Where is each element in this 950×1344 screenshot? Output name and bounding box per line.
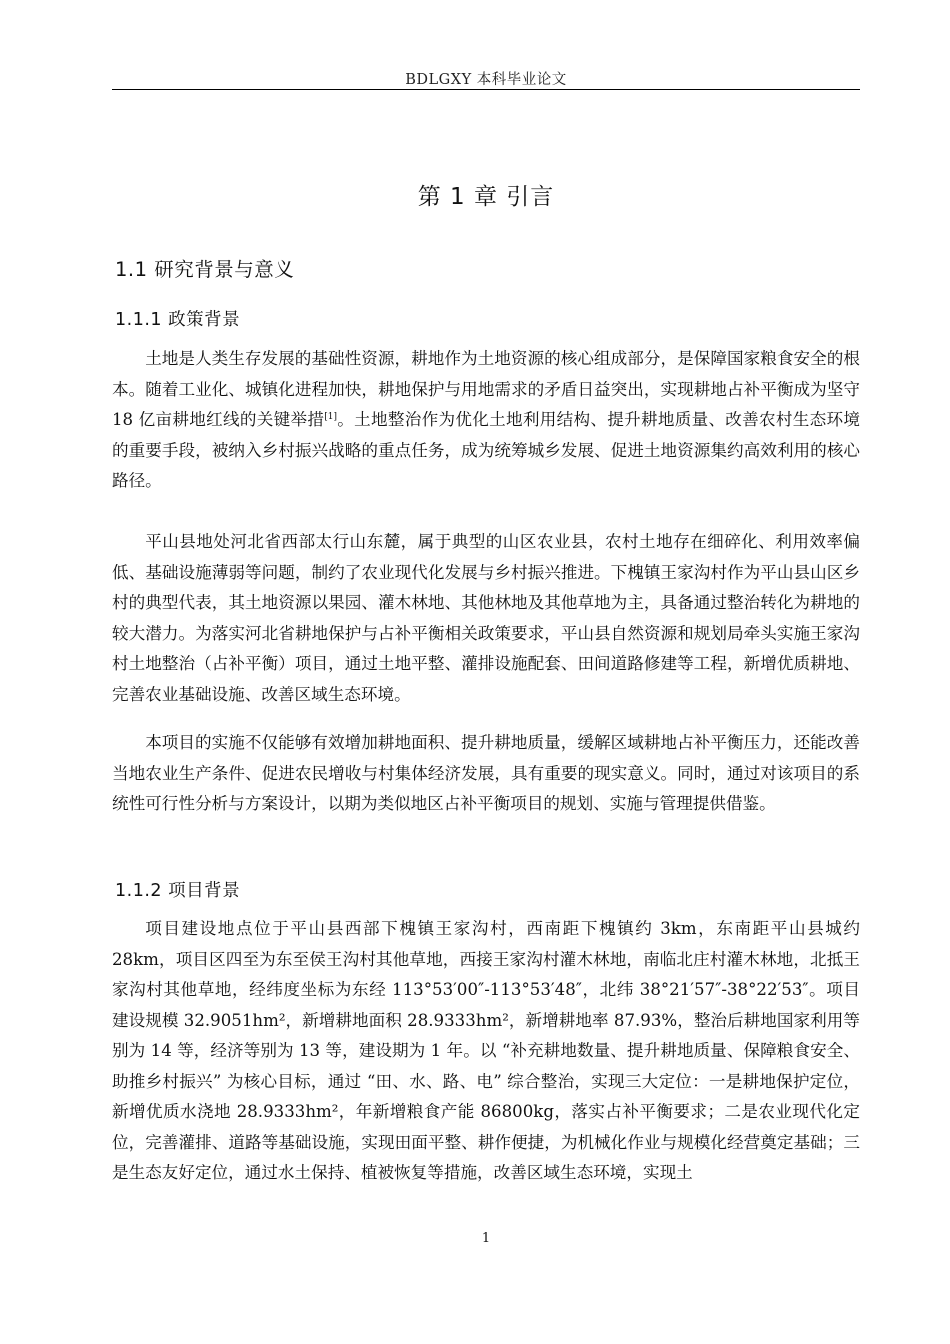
chapter-title: 第 1 章 引言 [417,184,555,210]
body-paragraph [112,344,860,497]
body-paragraph: 项目建设地点位于平山县西部下槐镇王家沟村，西南距下槐镇约 3km，东南距平山县城约 28km，项目区四至为东至侯王沟村其他草地，西接王家沟村灌木林地，南临北庄村灌木林地，北抵王家沟村其他草地，经纬度坐标为东经 113°53′00″-113°53′48″，北纬 38°21′57″-38°22′53″。项目建设规模 32.9051hm²，新增耕地面积 28.9333hm²，新增耕地率 87.93%，整治后耕地国家利用等别为 14 等，经济等别为 13 等，建设期为 1 年。以 “补充耕地数量、提升耕地质量、保障粮食安全、助推乡村振兴” 为核心目标，通过 “田、水、路、电” 综合整治，实现三大定位：一是耕地保护定位，新增优质水浇地 28.9333hm²，年新增粮食产能 86800kg，落实占补平衡要求；二是农业现代化定位，完善灌排、道路等基础设施，实现田面平整、耕作便捷，为机械化作业与规模化经营奠定基础；三是生态友好定位，通过水土保持、植被恢复等措施，改善区域生态环境，实现土 [112,919,860,1182]
citation-ref: [1] [324,412,337,422]
body-paragraph: 本项目的实施不仅能够有效增加耕地面积、提升耕地质量，缓解区域耕地占补平衡压力，还能改善当地农业生产条件、促进农民增收与村集体经济发展，具有重要的现实意义。同时，通过对该项目的系统性可行性分析与方案设计，以期为类似地区占补平衡项目的规划、实施与管理提供借鉴。 [112,733,860,813]
section-heading: 1.1 研究背景与意义 [115,258,295,281]
page-header: BDLGXY 本科毕业论文 [405,72,567,88]
paragraph-text: 土地是人类生存发展的基础性资源，耕地作为土地资源的核心组成部分，是保障国家粮食安全的根本。随着工业化、城镇化进程加快，耕地保护与用地需求的矛盾日益突出，实现耕地占补平衡成为坚守 18 亿亩耕地红线的关键举措 [112,349,860,429]
body-paragraph: 平山县地处河北省西部太行山东麓，属于典型的山区农业县，农村土地存在细碎化、利用效率偏低、基础设施薄弱等问题，制约了农业现代化发展与乡村振兴推进。下槐镇王家沟村作为平山县山区乡村的典型代表，其土地资源以果园、灌木林地、其他林地及其他草地为主，具备通过整治转化为耕地的较大潜力。为落实河北省耕地保护与占补平衡相关政策要求，平山县自然资源和规划局牵头实施王家沟村土地整治（占补平衡）项目，通过土地平整、灌排设施配套、田间道路修建等工程，新增优质耕地、完善农业基础设施、改善区域生态环境。 [112,532,860,704]
subsection-heading-policy: 1.1.1 政策背景 [115,310,241,330]
paragraph-text: 。土地整治作为优化土地利用结构、提升耕地质量、改善农村生态环境的重要手段，被纳入乡村振兴战略的重点任务，成为统筹城乡发展、促进土地资源集约高效利用的核心路径。 [112,410,860,490]
header-divider [112,89,860,90]
page-number: 1 [481,1231,491,1246]
subsection-heading-project: 1.1.2 项目背景 [115,881,241,901]
